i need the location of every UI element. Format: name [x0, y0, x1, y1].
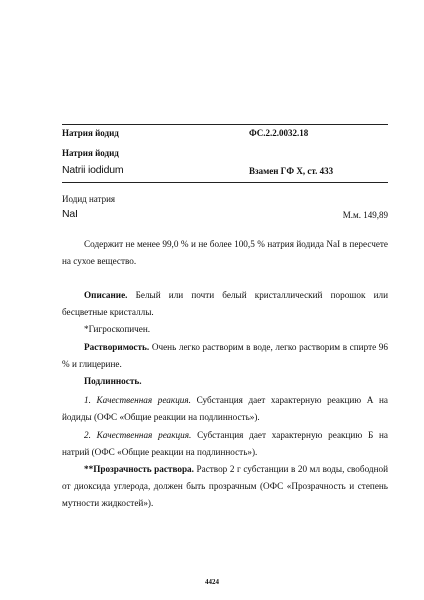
- reaction-1-label: 1. Качественная реакция.: [84, 395, 191, 405]
- monograph-name-ru: Натрия йодид: [62, 128, 119, 138]
- clarity-label: **Прозрачность раствора.: [84, 464, 194, 474]
- reaction-1-text: Субстанция дает характерную реакцию А на йодиды (ОФС «Общие реакции на подлинность»).: [62, 395, 388, 422]
- identification-heading-paragraph: [62, 373, 388, 390]
- solubility-label: Растворимость.: [84, 342, 150, 352]
- reaction-2-label: 2. Качественная реакция.: [84, 430, 192, 440]
- monograph-name-ru-secondary: Натрия йодид: [62, 148, 119, 158]
- hygroscopic-text: *Гигроскопичен.: [84, 324, 151, 334]
- clarity-paragraph: [62, 461, 388, 512]
- header-top-rule: [62, 124, 388, 125]
- content-text: Содержит не менее 99,0 % и не более 100,5 % натрия йодида NaI в пересчете на сухое вещество.: [62, 239, 388, 266]
- solubility-paragraph: [62, 339, 388, 373]
- reaction-2-paragraph: [62, 427, 388, 461]
- monograph-name-latin: Natrii iodidum: [62, 164, 124, 176]
- solubility-text: Очень легко растворим в воде, легко растворим в спирте 96 % и глицерине.: [62, 342, 388, 369]
- content-paragraph: [62, 236, 388, 270]
- reaction-2-text: Субстанция дает характерную реакцию Б на натрий (ОФС «Общие реакции на подлинность»).: [62, 430, 388, 457]
- header-bottom-rule: [62, 182, 388, 183]
- hygroscopic-note: [62, 321, 388, 338]
- replaces-reference: Взамен ГФ X, ст. 433: [249, 166, 334, 176]
- identification-heading: Подлинность.: [84, 376, 142, 386]
- clarity-text: Раствор 2 г субстанции в 20 мл воды, свободной от диоксида углерода, должен быть прозрачным (ОФС «Прозрачность и степень мутности жидкостей»).: [62, 464, 388, 508]
- page-number: 4424: [205, 578, 219, 586]
- description-label: Описание.: [84, 290, 128, 300]
- description-paragraph: [62, 287, 388, 321]
- compound-name: Иодид натрия: [62, 194, 116, 204]
- monograph-code: ФС.2.2.0032.18: [249, 128, 309, 138]
- description-text: Белый или почти белый кристаллический порошок или бесцветные кристаллы.: [62, 290, 388, 317]
- chemical-formula: NaI: [62, 208, 78, 220]
- reaction-1-paragraph: [62, 392, 388, 426]
- molecular-mass: М.м. 149,89: [342, 210, 388, 220]
